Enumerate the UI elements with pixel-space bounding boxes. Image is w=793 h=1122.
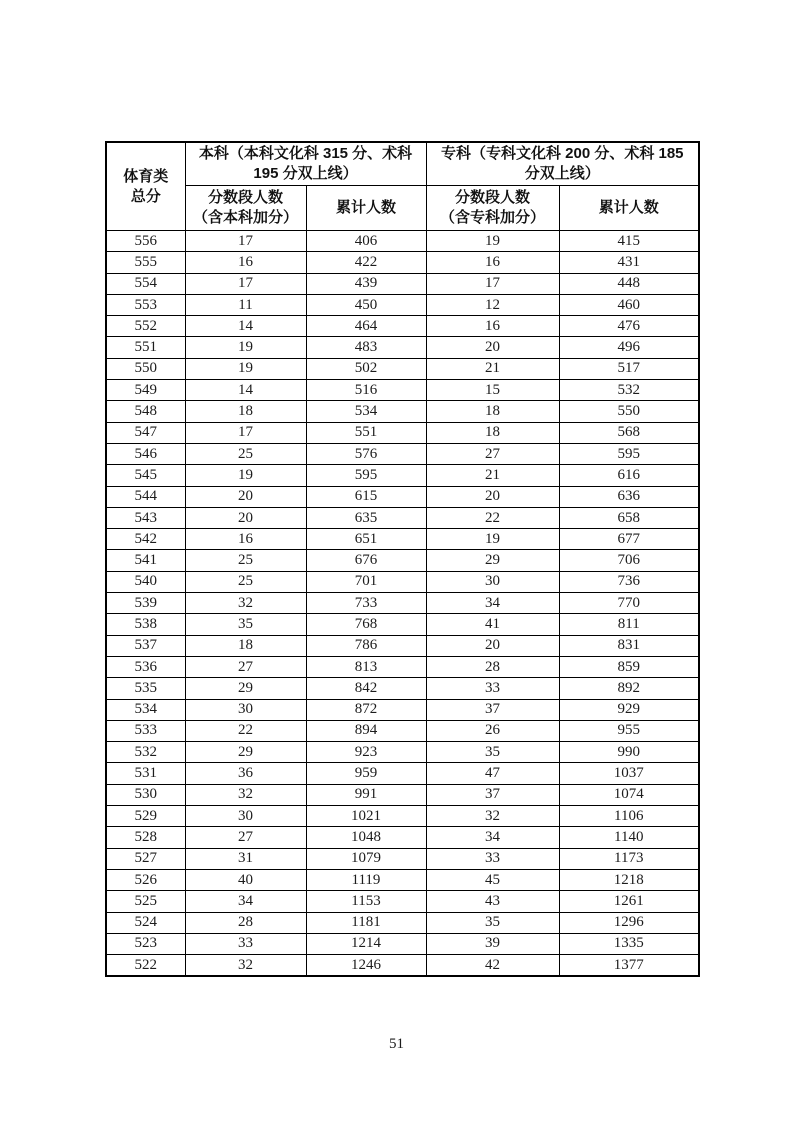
cell-benke-segment-count: 16 [185,529,306,550]
table-row [106,955,699,977]
cell-total-score: 534 [106,699,185,720]
cell-benke-cumulative: 651 [306,529,426,550]
table-row [106,252,699,273]
cell-zhuanke-segment-count: 19 [426,529,559,550]
cell-zhuanke-cumulative: 736 [559,571,699,592]
cell-zhuanke-segment-count: 19 [426,231,559,252]
cell-benke-segment-count: 19 [185,358,306,379]
cell-total-score: 545 [106,465,185,486]
header-sub-row [106,186,699,231]
cell-zhuanke-segment-count: 37 [426,699,559,720]
cell-benke-segment-count: 34 [185,891,306,912]
table-header [106,142,699,231]
cell-benke-cumulative: 595 [306,465,426,486]
header-benke-group-line1: 本科（本科文化科 315 分、术科 [198,145,413,162]
cell-zhuanke-segment-count: 33 [426,678,559,699]
score-distribution-table [105,141,700,977]
cell-total-score: 530 [106,784,185,805]
cell-zhuanke-segment-count: 28 [426,656,559,677]
table-row [106,933,699,954]
cell-total-score: 532 [106,742,185,763]
cell-benke-cumulative: 502 [306,358,426,379]
cell-zhuanke-cumulative: 770 [559,593,699,614]
cell-zhuanke-cumulative: 1173 [559,848,699,869]
cell-zhuanke-segment-count: 22 [426,507,559,528]
cell-benke-cumulative: 733 [306,593,426,614]
cell-total-score: 526 [106,869,185,890]
table-row [106,273,699,294]
cell-total-score: 537 [106,635,185,656]
cell-zhuanke-cumulative: 568 [559,422,699,443]
cell-benke-segment-count: 19 [185,337,306,358]
cell-zhuanke-cumulative: 460 [559,294,699,315]
cell-total-score: 555 [106,252,185,273]
cell-total-score: 541 [106,550,185,571]
cell-total-score: 548 [106,401,185,422]
header-group-row [106,142,699,186]
header-benke-segment-line1: 分数段人数 [207,189,283,206]
cell-zhuanke-cumulative: 859 [559,656,699,677]
header-benke-group [185,142,426,186]
table-row [106,912,699,933]
cell-zhuanke-segment-count: 30 [426,571,559,592]
cell-zhuanke-cumulative: 1261 [559,891,699,912]
cell-zhuanke-cumulative: 636 [559,486,699,507]
header-zhuanke-group-line2: 分双上线） [524,165,600,182]
header-zhuanke-segment-count [426,186,559,231]
cell-zhuanke-cumulative: 955 [559,720,699,741]
table-row [106,358,699,379]
cell-benke-segment-count: 32 [185,784,306,805]
cell-zhuanke-cumulative: 677 [559,529,699,550]
cell-benke-segment-count: 30 [185,699,306,720]
table-row [106,316,699,337]
cell-zhuanke-cumulative: 415 [559,231,699,252]
cell-zhuanke-segment-count: 27 [426,443,559,464]
cell-benke-cumulative: 701 [306,571,426,592]
cell-benke-cumulative: 894 [306,720,426,741]
table-row [106,465,699,486]
cell-total-score: 551 [106,337,185,358]
cell-benke-cumulative: 551 [306,422,426,443]
cell-total-score: 531 [106,763,185,784]
table-row [106,443,699,464]
cell-total-score: 542 [106,529,185,550]
cell-zhuanke-cumulative: 1106 [559,806,699,827]
cell-zhuanke-cumulative: 892 [559,678,699,699]
cell-benke-segment-count: 19 [185,465,306,486]
cell-benke-cumulative: 450 [306,294,426,315]
cell-benke-segment-count: 20 [185,507,306,528]
table-row [106,678,699,699]
cell-benke-cumulative: 534 [306,401,426,422]
cell-zhuanke-segment-count: 26 [426,720,559,741]
cell-benke-segment-count: 20 [185,486,306,507]
cell-total-score: 527 [106,848,185,869]
cell-benke-cumulative: 842 [306,678,426,699]
table-row [106,784,699,805]
cell-benke-segment-count: 35 [185,614,306,635]
cell-benke-segment-count: 18 [185,635,306,656]
cell-total-score: 546 [106,443,185,464]
score-table-body [106,231,699,977]
cell-zhuanke-segment-count: 37 [426,784,559,805]
cell-zhuanke-cumulative: 616 [559,465,699,486]
cell-benke-cumulative: 464 [306,316,426,337]
cell-total-score: 536 [106,656,185,677]
cell-zhuanke-segment-count: 16 [426,252,559,273]
cell-zhuanke-segment-count: 43 [426,891,559,912]
table-row [106,891,699,912]
table-row [106,380,699,401]
cell-zhuanke-cumulative: 1140 [559,827,699,848]
cell-benke-segment-count: 30 [185,806,306,827]
cell-zhuanke-segment-count: 16 [426,316,559,337]
cell-benke-segment-count: 18 [185,401,306,422]
cell-total-score: 543 [106,507,185,528]
cell-benke-cumulative: 1048 [306,827,426,848]
cell-benke-segment-count: 32 [185,593,306,614]
cell-benke-cumulative: 576 [306,443,426,464]
cell-zhuanke-segment-count: 17 [426,273,559,294]
cell-total-score: 528 [106,827,185,848]
cell-total-score: 547 [106,422,185,443]
cell-zhuanke-cumulative: 706 [559,550,699,571]
cell-benke-segment-count: 14 [185,316,306,337]
cell-total-score: 553 [106,294,185,315]
cell-zhuanke-segment-count: 35 [426,742,559,763]
page-number: 51 [389,1036,404,1052]
table-row [106,614,699,635]
cell-zhuanke-cumulative: 1377 [559,955,699,977]
cell-zhuanke-cumulative: 595 [559,443,699,464]
cell-total-score: 529 [106,806,185,827]
header-total-score-line1: 体育类 [123,167,169,185]
cell-zhuanke-segment-count: 47 [426,763,559,784]
cell-zhuanke-cumulative: 929 [559,699,699,720]
cell-benke-segment-count: 25 [185,550,306,571]
header-total-score-line2: 总分 [130,187,161,205]
header-zhuanke-group [426,142,699,186]
table-row [106,593,699,614]
header-total-score [106,142,185,231]
cell-zhuanke-segment-count: 39 [426,933,559,954]
cell-benke-segment-count: 33 [185,933,306,954]
cell-zhuanke-cumulative: 431 [559,252,699,273]
cell-zhuanke-segment-count: 12 [426,294,559,315]
header-benke-group-line2: 195 分双上线） [253,165,358,182]
cell-zhuanke-cumulative: 1037 [559,763,699,784]
header-zhuanke-group-line1: 专科（专科文化科 200 分、术科 185 [440,145,684,162]
cell-benke-cumulative: 959 [306,763,426,784]
cell-total-score: 538 [106,614,185,635]
cell-benke-segment-count: 25 [185,571,306,592]
cell-benke-segment-count: 25 [185,443,306,464]
cell-total-score: 544 [106,486,185,507]
table-row [106,806,699,827]
table-row [106,507,699,528]
cell-total-score: 556 [106,231,185,252]
header-benke-segment-count [185,186,306,231]
cell-zhuanke-cumulative: 476 [559,316,699,337]
cell-zhuanke-segment-count: 18 [426,401,559,422]
cell-benke-cumulative: 768 [306,614,426,635]
cell-total-score: 554 [106,273,185,294]
cell-benke-segment-count: 27 [185,656,306,677]
table-row [106,742,699,763]
cell-zhuanke-segment-count: 15 [426,380,559,401]
cell-benke-cumulative: 635 [306,507,426,528]
table-row [106,294,699,315]
cell-zhuanke-cumulative: 1074 [559,784,699,805]
cell-total-score: 549 [106,380,185,401]
cell-benke-cumulative: 1021 [306,806,426,827]
header-zhuanke-segment-line2: （含专科加分） [439,209,545,226]
header-zhuanke-cumulative: 累计人数 [559,186,699,231]
cell-total-score: 522 [106,955,185,977]
cell-benke-segment-count: 11 [185,294,306,315]
cell-total-score: 524 [106,912,185,933]
table-row [106,571,699,592]
table-row [106,337,699,358]
table-row [106,827,699,848]
cell-benke-segment-count: 27 [185,827,306,848]
cell-benke-segment-count: 29 [185,742,306,763]
cell-benke-segment-count: 17 [185,422,306,443]
cell-zhuanke-segment-count: 21 [426,358,559,379]
cell-benke-cumulative: 483 [306,337,426,358]
cell-zhuanke-cumulative: 1218 [559,869,699,890]
table-row [106,401,699,422]
cell-total-score: 523 [106,933,185,954]
cell-zhuanke-segment-count: 21 [426,465,559,486]
cell-zhuanke-cumulative: 658 [559,507,699,528]
table-row [106,422,699,443]
table-row [106,231,699,252]
table-row [106,720,699,741]
cell-benke-segment-count: 29 [185,678,306,699]
cell-zhuanke-cumulative: 811 [559,614,699,635]
cell-benke-segment-count: 28 [185,912,306,933]
header-zhuanke-segment-line1: 分数段人数 [454,189,530,206]
table-row [106,763,699,784]
cell-benke-cumulative: 991 [306,784,426,805]
cell-zhuanke-cumulative: 496 [559,337,699,358]
header-benke-segment-line2: （含本科加分） [192,209,298,226]
cell-benke-cumulative: 813 [306,656,426,677]
cell-benke-cumulative: 406 [306,231,426,252]
cell-benke-cumulative: 676 [306,550,426,571]
cell-zhuanke-cumulative: 1296 [559,912,699,933]
cell-zhuanke-segment-count: 29 [426,550,559,571]
header-benke-cumulative: 累计人数 [306,186,426,231]
cell-zhuanke-segment-count: 20 [426,486,559,507]
cell-benke-cumulative: 516 [306,380,426,401]
cell-benke-cumulative: 422 [306,252,426,273]
table-row [106,656,699,677]
table-row [106,486,699,507]
cell-benke-segment-count: 14 [185,380,306,401]
table-row [106,869,699,890]
cell-benke-cumulative: 615 [306,486,426,507]
cell-zhuanke-segment-count: 33 [426,848,559,869]
cell-benke-cumulative: 923 [306,742,426,763]
cell-total-score: 540 [106,571,185,592]
cell-benke-cumulative: 1153 [306,891,426,912]
cell-zhuanke-cumulative: 517 [559,358,699,379]
cell-total-score: 525 [106,891,185,912]
cell-total-score: 539 [106,593,185,614]
cell-total-score: 552 [106,316,185,337]
cell-zhuanke-segment-count: 35 [426,912,559,933]
cell-total-score: 550 [106,358,185,379]
cell-zhuanke-segment-count: 41 [426,614,559,635]
cell-benke-cumulative: 439 [306,273,426,294]
cell-zhuanke-segment-count: 20 [426,635,559,656]
cell-zhuanke-cumulative: 831 [559,635,699,656]
cell-benke-cumulative: 1214 [306,933,426,954]
cell-benke-cumulative: 872 [306,699,426,720]
cell-zhuanke-cumulative: 990 [559,742,699,763]
cell-benke-segment-count: 16 [185,252,306,273]
table-row [106,550,699,571]
table-row [106,848,699,869]
cell-benke-cumulative: 786 [306,635,426,656]
cell-benke-segment-count: 22 [185,720,306,741]
cell-benke-segment-count: 17 [185,273,306,294]
cell-zhuanke-segment-count: 32 [426,806,559,827]
table-row [106,699,699,720]
cell-zhuanke-cumulative: 448 [559,273,699,294]
cell-benke-cumulative: 1079 [306,848,426,869]
cell-total-score: 535 [106,678,185,699]
cell-benke-segment-count: 31 [185,848,306,869]
cell-zhuanke-cumulative: 550 [559,401,699,422]
cell-zhuanke-segment-count: 45 [426,869,559,890]
cell-zhuanke-segment-count: 18 [426,422,559,443]
cell-benke-cumulative: 1181 [306,912,426,933]
cell-benke-cumulative: 1119 [306,869,426,890]
cell-benke-segment-count: 17 [185,231,306,252]
cell-zhuanke-cumulative: 532 [559,380,699,401]
table-row [106,529,699,550]
cell-zhuanke-segment-count: 34 [426,593,559,614]
cell-zhuanke-segment-count: 42 [426,955,559,977]
cell-zhuanke-segment-count: 34 [426,827,559,848]
table-row [106,635,699,656]
cell-benke-segment-count: 40 [185,869,306,890]
cell-benke-segment-count: 36 [185,763,306,784]
cell-zhuanke-segment-count: 20 [426,337,559,358]
cell-benke-segment-count: 32 [185,955,306,977]
cell-zhuanke-cumulative: 1335 [559,933,699,954]
cell-benke-cumulative: 1246 [306,955,426,977]
cell-total-score: 533 [106,720,185,741]
